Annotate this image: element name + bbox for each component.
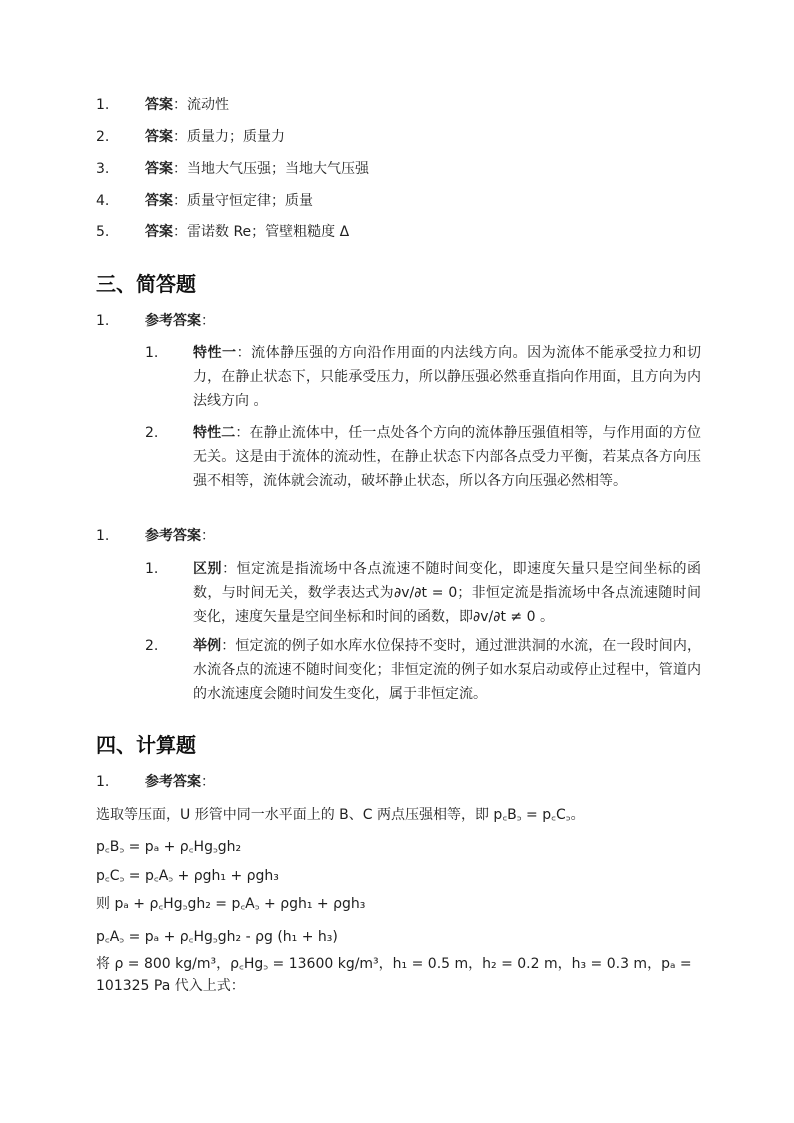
answer-line bbox=[145, 191, 313, 211]
item-number: 1. bbox=[96, 774, 110, 790]
difference-text: ：恒定流是指流场中各点流速不随时间变化，即速度矢量只是空间坐标的函数，与时间无关，数学表达式为∂v/∂t = 0；非恒定流是指流场中各点流速随时间变化，速度矢量是空间坐标和时间的函数，即∂v/∂t ≠ 0 。 bbox=[193, 561, 702, 625]
example-text: ：恒定流的例子如水库水位保持不变时，通过泄洪洞的水流，在一段时间内，水流各点的流速不随时间变化；非恒定流的例子如水泵启动或停止过程中，管道内的水流速度会随时间发生变化，属于非恒定流。 bbox=[193, 638, 702, 702]
property-text: ：在静止流体中，任一点处各个方向的流体静压强值相等，与作用面的方位无关。这是由于流体的流动性，在静止状态下内部各点受力平衡，若某点各方向压强不相等，流体就会流动，破坏静止状态，所以各方向压强必然相等。 bbox=[193, 425, 701, 489]
answer-text: ：雷诺数 Re；管壁粗糙度 Δ bbox=[173, 224, 350, 240]
item-number: 2. bbox=[145, 425, 159, 441]
colon: ： bbox=[201, 774, 215, 790]
answer-label: 答案 bbox=[145, 129, 173, 145]
answer-line bbox=[145, 311, 215, 331]
sub-item-text bbox=[193, 341, 701, 413]
answer-label: 答案 bbox=[145, 97, 173, 113]
answer-line bbox=[145, 159, 369, 179]
reference-answer-label: 参考答案 bbox=[145, 528, 201, 544]
item-number: 5. bbox=[96, 224, 110, 240]
item-number: 3. bbox=[96, 161, 110, 177]
colon: ： bbox=[201, 528, 215, 544]
difference-label: 区别 bbox=[193, 561, 223, 577]
equation-line: 则 pₐ + ρ꜀Hg꜆gh₂ = p꜀A꜆ + ρgh₁ + ρgh₃ bbox=[96, 896, 366, 912]
answer-label: 答案 bbox=[145, 161, 173, 177]
property-label: 特性二 bbox=[193, 425, 236, 441]
answer-line bbox=[145, 95, 229, 115]
example-label: 举例 bbox=[193, 638, 222, 654]
equation-line: p꜀A꜆ = pₐ + ρ꜀Hg꜆gh₂ - ρg (h₁ + h₃) bbox=[96, 929, 338, 945]
section-heading: 三、简答题 bbox=[96, 272, 196, 296]
answer-line bbox=[145, 222, 349, 242]
equation-line: p꜀B꜆ = pₐ + ρ꜀Hg꜆gh₂ bbox=[96, 839, 242, 855]
colon: ： bbox=[201, 313, 215, 329]
answer-text: ：质量守恒定律；质量 bbox=[173, 193, 313, 209]
sub-item-text bbox=[193, 421, 701, 493]
answer-text: ：质量力；质量力 bbox=[173, 129, 285, 145]
answer-line bbox=[145, 772, 215, 792]
calc-line: 选取等压面，U 形管中同一水平面上的 B、C 两点压强相等，即 p꜀B꜆ = p꜀C꜆。 bbox=[96, 807, 585, 823]
sub-item-text bbox=[193, 557, 701, 629]
reference-answer-label: 参考答案 bbox=[145, 313, 201, 329]
answer-label: 答案 bbox=[145, 224, 173, 240]
answer-line bbox=[145, 127, 285, 147]
equation-line: p꜀C꜆ = p꜀A꜆ + ρgh₁ + ρgh₃ bbox=[96, 868, 279, 884]
item-number: 2. bbox=[145, 638, 159, 654]
item-number: 1. bbox=[145, 345, 159, 361]
reference-answer-label: 参考答案 bbox=[145, 774, 201, 790]
answer-label: 答案 bbox=[145, 193, 173, 209]
property-text: ：流体静压强的方向沿作用面的内法线方向。因为流体不能承受拉力和切力，在静止状态下，只能承受压力，所以静压强必然垂直指向作用面，且方向为内法线方向 。 bbox=[193, 345, 702, 409]
answer-text: ：当地大气压强；当地大气压强 bbox=[173, 161, 369, 177]
answer-text: ：流动性 bbox=[173, 97, 229, 113]
item-number: 1. bbox=[96, 313, 110, 329]
sub-item-text bbox=[193, 634, 701, 706]
property-label: 特性一 bbox=[193, 345, 237, 361]
item-number: 4. bbox=[96, 193, 110, 209]
substitution-paragraph: 将 ρ = 800 kg/m³，ρ꜀Hg꜆ = 13600 kg/m³，h₁ = 0.5 m，h₂ = 0.2 m，h₃ = 0.3 m，pₐ = 101325 Pa 代入上式： bbox=[96, 956, 692, 994]
item-number: 1. bbox=[96, 528, 110, 544]
section-heading: 四、计算题 bbox=[96, 733, 196, 757]
item-number: 1. bbox=[145, 561, 159, 577]
item-number: 2. bbox=[96, 129, 110, 145]
answer-line bbox=[145, 526, 215, 546]
item-number: 1. bbox=[96, 97, 110, 113]
